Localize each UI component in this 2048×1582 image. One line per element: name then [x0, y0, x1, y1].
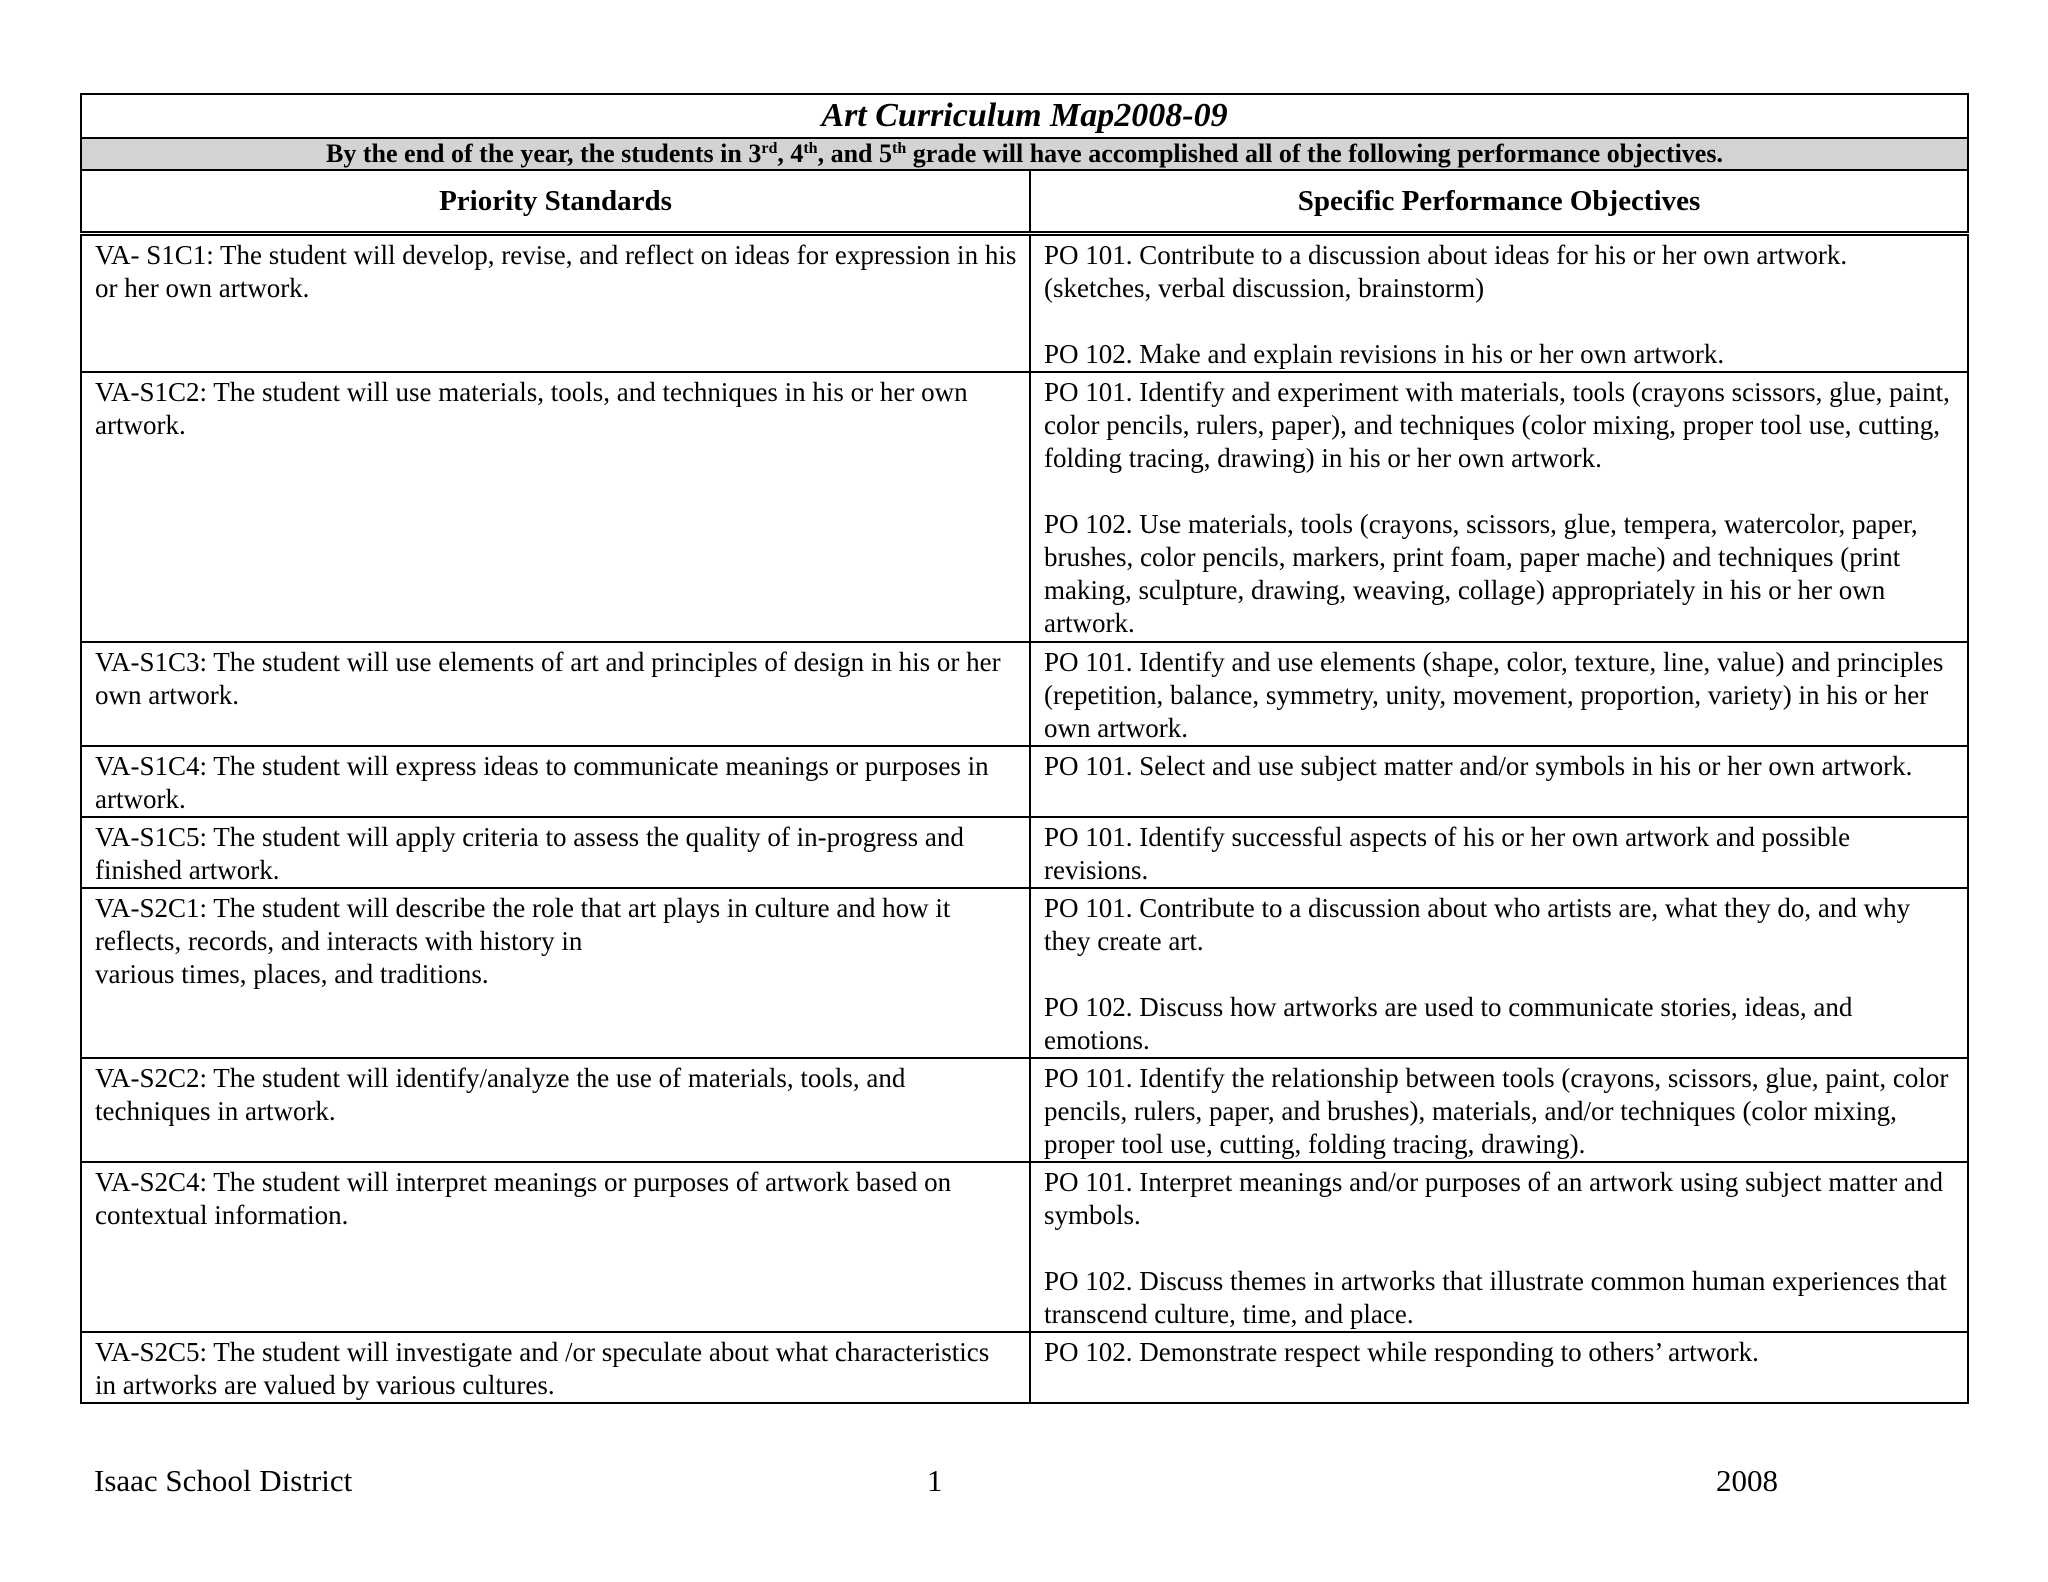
footer-year: 2008 — [1716, 1463, 1778, 1498]
footer-district: Isaac School District — [94, 1463, 353, 1498]
table-row — [81, 746, 1968, 817]
standard-text: VA- S1C1: The student will develop, revise, and reflect on ideas for expression in his or her own artwork. — [95, 240, 1017, 303]
objective-text: PO 102. Discuss how artworks are used to communicate stories, ideas, and emotions. — [1044, 992, 1853, 1055]
objectives-cell — [1030, 372, 1968, 642]
objectives-cell — [1030, 817, 1968, 888]
standard-cell — [81, 817, 1030, 888]
standard-cell — [81, 1162, 1030, 1332]
objective-text: PO 101. Contribute to a discussion about who artists are, what they do, and why they create art. — [1044, 893, 1911, 956]
objectives-cell — [1030, 888, 1968, 1058]
table-row — [81, 817, 1968, 888]
standard-text: VA-S2C2: The student will identify/analyze the use of materials, tools, and techniques in artwork. — [95, 1063, 906, 1126]
standard-text: VA-S2C5: The student will investigate and /or speculate about what characteristics in artworks are valued by various cultures. — [95, 1337, 990, 1400]
standard-cell — [81, 1058, 1030, 1162]
table-row — [81, 234, 1968, 373]
standard-text: various times, places, and traditions. — [95, 959, 489, 989]
objectives-cell — [1030, 234, 1968, 373]
standard-cell — [81, 1332, 1030, 1403]
standard-text: VA-S1C3: The student will use elements of art and principles of design in his or her own artwork. — [95, 647, 1001, 710]
standard-cell — [81, 372, 1030, 642]
column-header-objectives: Specific Performance Objectives — [1030, 170, 1968, 234]
table-row — [81, 1162, 1968, 1332]
table-row — [81, 1058, 1968, 1162]
objectives-cell — [1030, 1058, 1968, 1162]
objective-text: PO 101. Identify the relationship between tools (crayons, scissors, glue, paint, color pencils, rulers, paper, and brushes), materials, and/or techniques (color mixing, proper tool use, cutting, folding tracing, drawing). — [1044, 1063, 1949, 1159]
table-body — [81, 234, 1968, 1404]
objectives-cell — [1030, 642, 1968, 746]
column-header-standards: Priority Standards — [81, 170, 1030, 234]
standard-text: VA-S1C5: The student will apply criteria to assess the quality of in-progress and finished artwork. — [95, 822, 964, 885]
standard-cell — [81, 234, 1030, 373]
standard-text: VA-S1C4: The student will express ideas to communicate meanings or purposes in artwork. — [95, 751, 989, 814]
objective-text: PO 101. Identify and experiment with materials, tools (crayons scissors, glue, paint, color pencils, rulers, paper), and techniques (color mixing, proper tool use, cutting, folding tracing, drawing) in his or her own artwork. — [1044, 377, 1950, 473]
standard-cell — [81, 642, 1030, 746]
standard-cell — [81, 888, 1030, 1058]
objective-text: PO 102. Discuss themes in artworks that illustrate common human experiences that transcend culture, time, and place. — [1044, 1266, 1947, 1329]
document-subtitle: By the end of the year, the students in 3rd, 4th, and 5th grade will have accomplished all of the following performance objectives. — [81, 138, 1968, 170]
objective-text: PO 102. Use materials, tools (crayons, scissors, glue, tempera, watercolor, paper, brushes, color pencils, markers, print foam, paper mache) and techniques (print making, sculpture, drawing, weaving, collage) appropriately in his or her own artwork. — [1044, 509, 1918, 638]
objective-text: PO 101. Select and use subject matter and/or symbols in his or her own artwork. — [1044, 751, 1913, 781]
standard-text: VA-S1C2: The student will use materials, tools, and techniques in his or her own artwork. — [95, 377, 968, 440]
objective-text: PO 101. Contribute to a discussion about ideas for his or her own artwork. (sketches, verbal discussion, brainstorm) — [1044, 240, 1848, 303]
objective-text: PO 101. Interpret meanings and/or purposes of an artwork using subject matter and symbols. — [1044, 1167, 1944, 1230]
document-title: Art Curriculum Map2008-09 — [81, 94, 1968, 138]
objective-text: PO 102. Demonstrate respect while responding to others’ artwork. — [1044, 1337, 1759, 1367]
standard-cell — [81, 746, 1030, 817]
objective-text: PO 101. Identify and use elements (shape, color, texture, line, value) and principles (repetition, balance, symmetry, unity, movement, proportion, variety) in his or her own artwork. — [1044, 647, 1944, 743]
table-row — [81, 372, 1968, 642]
objectives-cell — [1030, 1332, 1968, 1403]
footer-page-number: 1 — [927, 1463, 943, 1498]
table-row — [81, 642, 1968, 746]
objectives-cell — [1030, 1162, 1968, 1332]
curriculum-table — [80, 93, 1969, 1404]
table-row — [81, 888, 1968, 1058]
standard-text: VA-S2C4: The student will interpret meanings or purposes of artwork based on contextual information. — [95, 1167, 952, 1230]
objective-text: PO 102. Make and explain revisions in his or her own artwork. — [1044, 339, 1725, 369]
table-row — [81, 1332, 1968, 1403]
objectives-cell — [1030, 746, 1968, 817]
objective-text: PO 101. Identify successful aspects of his or her own artwork and possible revisions. — [1044, 822, 1851, 885]
standard-text: VA-S2C1: The student will describe the role that art plays in culture and how it reflects, records, and interacts with history in — [95, 893, 951, 956]
